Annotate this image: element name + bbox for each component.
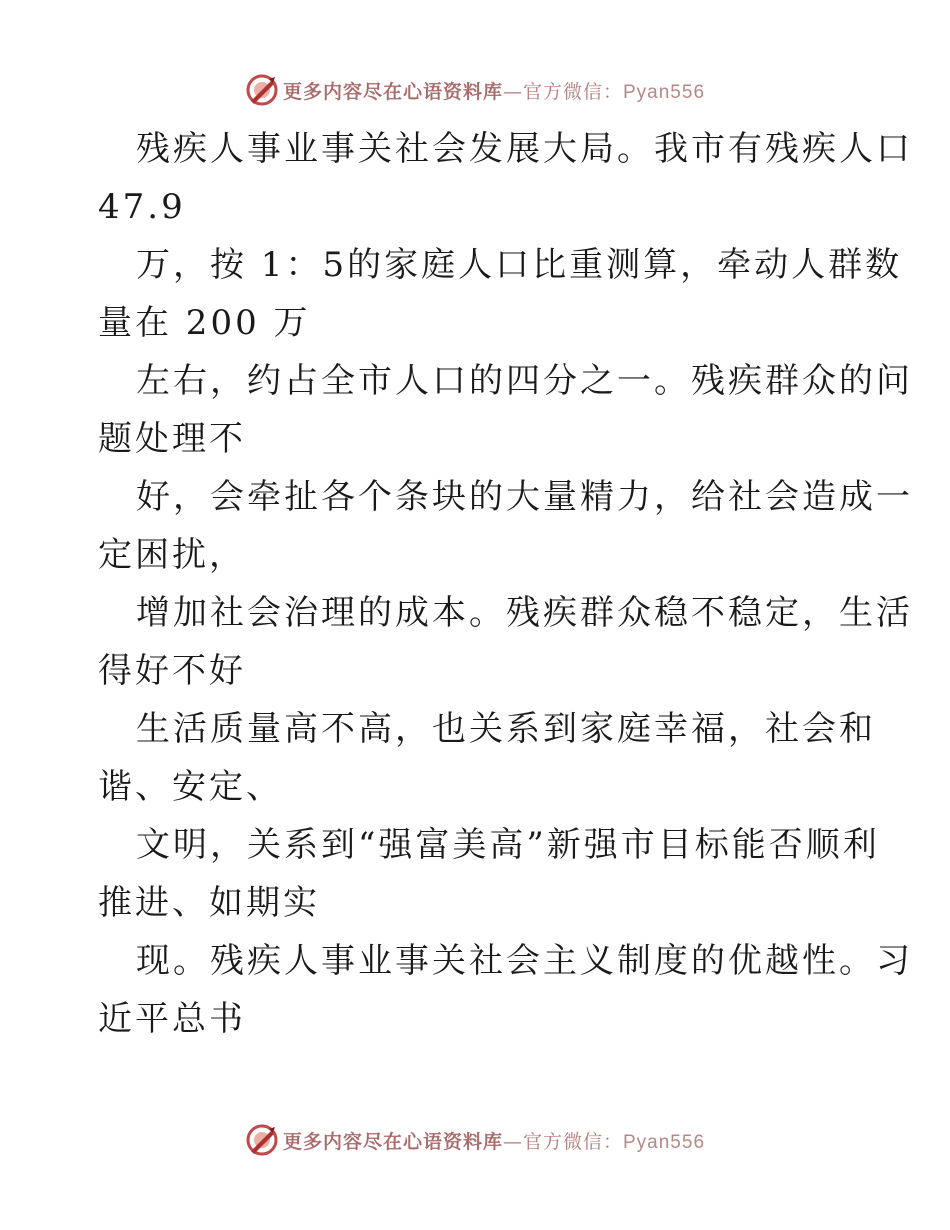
text-line: 文明，关系到“强富美高”新强市目标能否顺利 [136, 825, 880, 865]
text-line: 残疾人事业事关社会发展大局。我市有残疾人口 [136, 129, 913, 169]
text-line: 生活质量高不高，也关系到家庭幸福，社会和 [136, 709, 876, 749]
text-line: 万，按 1：5的家庭人口比重测算，牵动人群数 [136, 245, 903, 285]
header-watermark-text [283, 77, 705, 104]
text-line: 题处理不 [98, 419, 246, 459]
footer-watermark-text [283, 1127, 705, 1154]
header-watermark-label: —官方微信： [502, 80, 623, 103]
document-body [98, 120, 913, 1048]
text-line: 近平总书 [98, 999, 246, 1039]
footer-watermark-wechat-id: Pyan556 [623, 1131, 706, 1153]
text-line: 现。残疾人事业事关社会主义制度的优越性。习 [136, 941, 913, 981]
header-watermark-wechat-id: Pyan556 [623, 81, 706, 103]
text-line: 左右，约占全市人口的四分之一。残疾群众的问 [136, 361, 913, 401]
text-line: 谐、安定、 [98, 767, 283, 807]
footer-watermark-label: —官方微信： [502, 1130, 623, 1153]
text-line: 47.9 [98, 187, 186, 227]
text-line: 推进、如期实 [98, 883, 320, 923]
text-line: 定困扰， [98, 535, 246, 575]
brush-logo-icon [245, 73, 279, 107]
footer-watermark-banner [0, 1120, 950, 1160]
brush-logo-icon [245, 1123, 279, 1157]
footer-watermark-title: 更多内容尽在心语资料库 [282, 1130, 503, 1153]
text-line: 好，会牵扯各个条块的大量精力，给社会造成一 [136, 477, 913, 517]
header-watermark-title: 更多内容尽在心语资料库 [282, 80, 503, 103]
text-line: 增加社会治理的成本。残疾群众稳不稳定，生活 [136, 593, 913, 633]
header-watermark-banner [0, 70, 950, 110]
text-line: 量在 200 万 [98, 303, 311, 343]
text-line: 得好不好 [98, 651, 246, 691]
